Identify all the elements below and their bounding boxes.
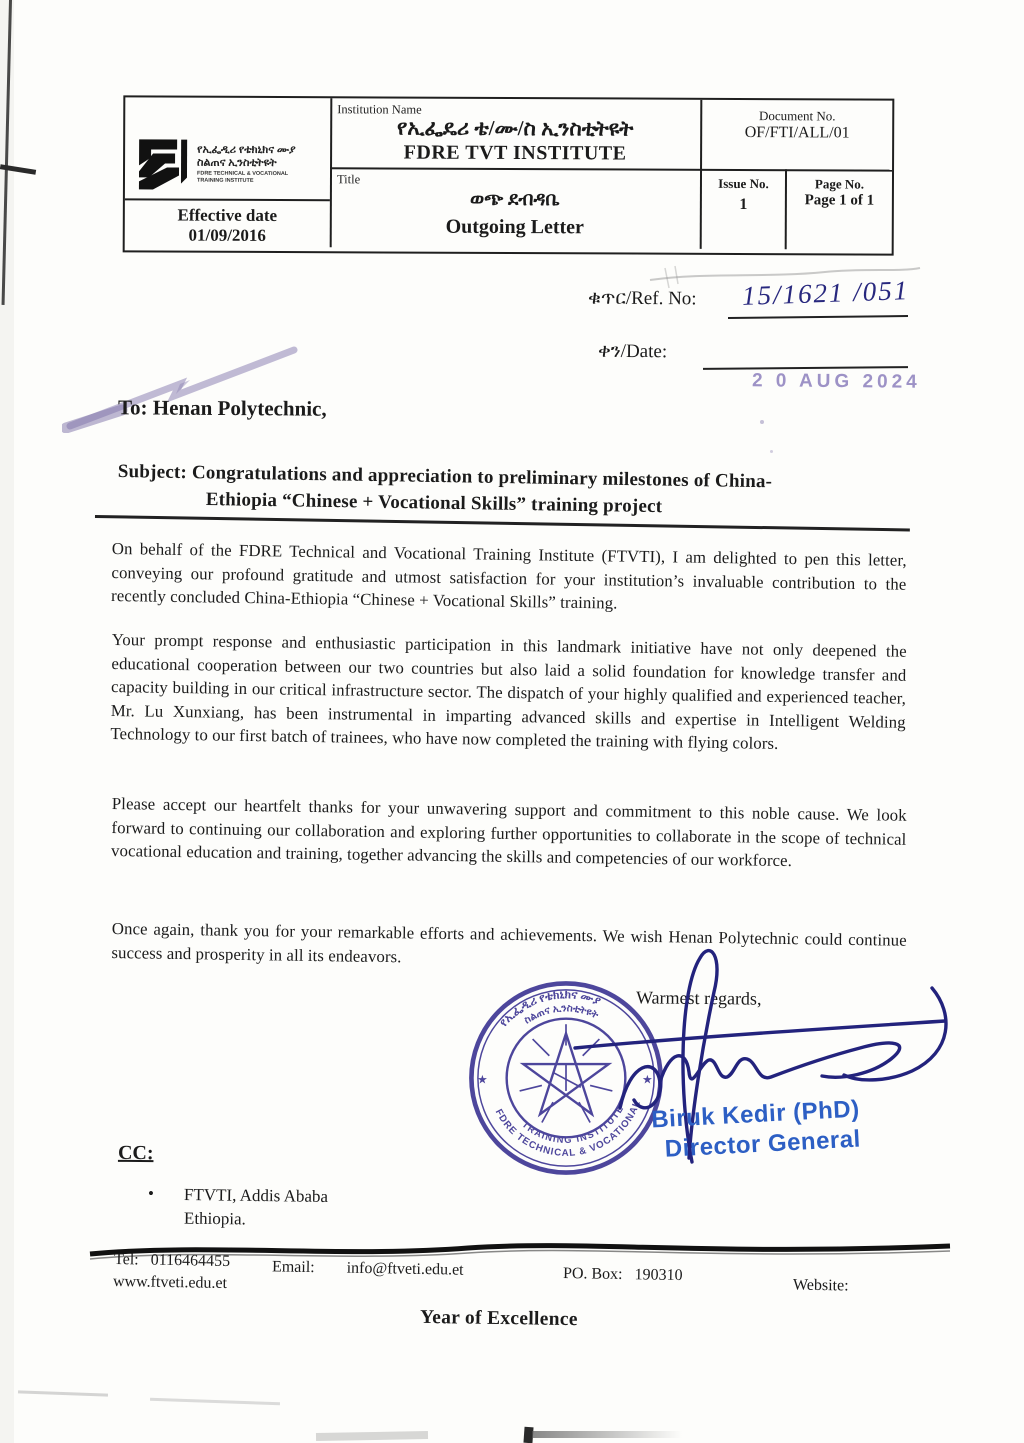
ref-no-handwritten-value: 15/1621 /051 xyxy=(741,275,910,311)
cc-bullet: • xyxy=(148,1184,154,1203)
ink-dot xyxy=(760,420,764,424)
header-table xyxy=(123,95,895,255)
cc-label: CC: xyxy=(117,1141,154,1165)
stamp-amharic-arc-1: የኢፌዲሪ የቴክኒክና ሙያ xyxy=(497,988,603,1030)
ink-dot xyxy=(770,450,773,453)
page-no-value: Page 1 of 1 xyxy=(804,192,875,209)
body-paragraph-4: Once again, thank you for your remarkable efforts and achievements. We wish Henan Polytechnic could continue success and prosperity in all its endeavors. xyxy=(111,918,907,966)
motto: Year of Excellence xyxy=(419,1306,578,1331)
title-label: Title xyxy=(336,172,361,187)
footer-website-label: Website: xyxy=(792,1276,849,1295)
cc-item-country: Ethiopia. xyxy=(183,1208,246,1229)
scan-faint-marks xyxy=(18,1390,108,1396)
logo-amharic-line2: ስልጠና ኢንስቲትዩት xyxy=(197,156,277,169)
logo-english-line2: TRAINING INSTITUTE xyxy=(196,177,254,184)
title-english: Outgoing Letter xyxy=(445,215,584,239)
footer-tel xyxy=(114,1251,230,1271)
institute-logo xyxy=(137,137,189,193)
body-paragraph-3: Please accept our heartfelt thanks for your unwavering support and commitment to this noble cause. We look forward to continuing our collaboration and exploring further opportunities to collaborate in the scope of technical vocational education and training, together advancing the skills and competencies of our workforce. xyxy=(110,793,907,871)
footer-website-url: www.ftveti.edu.et xyxy=(112,1273,228,1292)
addressee-line: To: Henan Polytechnic, xyxy=(117,395,327,421)
ref-no-underline xyxy=(728,315,908,319)
pobox-value: 190310 xyxy=(634,1266,683,1285)
tel-label: Tel: xyxy=(113,1250,139,1269)
pobox-label: PO. Box: xyxy=(562,1264,623,1283)
institution-name-amharic: የኢፌዴሪ ቴ/ሙ/ስ ኢንስቲትዩት xyxy=(396,115,634,141)
date-label: ቀን/Date: xyxy=(597,340,668,363)
email-label: Email: xyxy=(271,1258,315,1277)
institution-name-english: FDRE TVT INSTITUTE xyxy=(403,141,627,165)
document-no-value: OF/FTI/ALL/01 xyxy=(744,124,850,142)
institution-name-label: Institution Name xyxy=(337,102,422,117)
cc-item-org: FTVTI, Addis Ababa xyxy=(183,1184,329,1207)
page-no-label: Page No. xyxy=(814,176,865,192)
stamp-english-arc-1: FDRE TECHNICAL & VOCATIONAL xyxy=(492,1098,644,1159)
footer-email xyxy=(272,1258,464,1279)
subject-line-2: Ethiopia “Chinese + Vocational Skills” training project xyxy=(205,489,663,518)
logo-english-line1: FDRE TECHNICAL & VOCATIONAL xyxy=(196,170,289,178)
tel-value: 0116464455 xyxy=(150,1251,231,1271)
scan-edge-left xyxy=(0,0,14,1443)
closing-line: Warmest regards, xyxy=(635,987,762,1009)
scan-faint-marks xyxy=(150,1398,280,1406)
date-stamp: 2 0 AUG 2024 xyxy=(751,370,921,393)
logo-amharic-line1: የኢፌዲሪ የቴክኒክና ሙያ xyxy=(197,143,296,157)
signer-name-stamp xyxy=(651,1095,862,1166)
signer-name: Biruk Kedir (PhD) xyxy=(650,1095,861,1134)
signer-title: Director General xyxy=(664,1125,862,1163)
title-amharic: ወጭ ደብዳቤ xyxy=(469,188,560,211)
ref-no-label: ቁጥር/Ref. No: xyxy=(587,287,697,310)
subject-line-1: Subject: Congratulations and appreciation to preliminary milestones of China- xyxy=(117,461,773,493)
stamp-english-arc-2: TRAINING INSTITUTE xyxy=(520,1103,626,1146)
scan-streak-bottom xyxy=(532,1431,682,1438)
stamp-amharic-arc-2: ስልጠና ኢንስቲትዩት xyxy=(522,1003,600,1027)
footer-pobox xyxy=(563,1265,683,1285)
subject-underline xyxy=(95,515,910,532)
issue-no-value: 1 xyxy=(739,196,748,214)
stamp-star-left: ★ xyxy=(476,1072,488,1087)
email-value: info@ftveti.edu.et xyxy=(346,1259,464,1279)
document-no-label: Document No. xyxy=(758,108,836,124)
scan-smudge-bottom xyxy=(316,1431,428,1441)
body-paragraph-2: Your prompt response and enthusiastic participation in this landmark initiative have not only deepened the educational cooperation between our two countries but also laid a solid foundation for knowledge transfer and capacity building in our critical infrastructure sector. The dispatch of your highly qualified and experienced teacher, Mr. Lu Xunxiang, has been instrumental in imparting advanced skills and expertise in Intelligent Welding Technology to our first batch of trainees, who have now completed the training with flying colors. xyxy=(110,629,907,753)
date-underline xyxy=(703,366,908,370)
stamp-star-right: ★ xyxy=(642,1072,653,1087)
effective-date-label: Effective date xyxy=(177,205,278,225)
body-paragraph-1: On behalf of the FDRE Technical and Vocational Training Institute (FTVTI), I am delighted to pen this letter, conveying our profound gratitude and utmost satisfaction for your institution’s invaluable contribution to the recently concluded China-Ethiopia “Chinese + Vocational Skills” training. xyxy=(110,538,907,613)
issue-no-label: Issue No. xyxy=(718,175,769,192)
effective-date-value: 01/09/2016 xyxy=(188,225,266,245)
